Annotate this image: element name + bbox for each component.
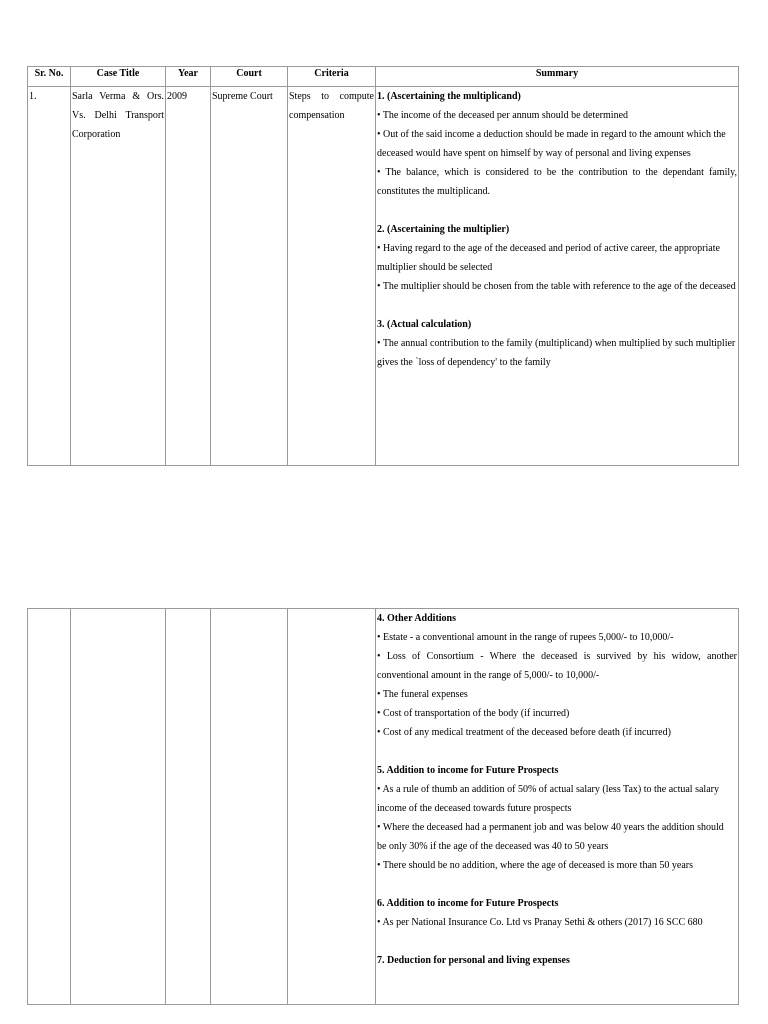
summary-line: • Having regard to the age of the deceased and period of active career, the appropriate xyxy=(377,243,720,254)
summary-heading: 6. Addition to income for Future Prospects xyxy=(377,898,559,909)
summary-heading: 7. Deduction for personal and living expenses xyxy=(377,955,570,966)
case-table-page-1 xyxy=(27,66,739,466)
year-cell-empty xyxy=(166,609,211,1005)
summary-spacer xyxy=(377,875,737,894)
summary-line: multiplier should be selected xyxy=(377,262,493,273)
criteria-cell: Steps to compute compensation xyxy=(288,87,376,466)
summary-line: • The funeral expenses xyxy=(377,689,468,700)
summary-line: • Cost of transportation of the body (if incurred) xyxy=(377,708,570,719)
court-cell-empty xyxy=(211,609,288,1005)
sr-no-cell-empty xyxy=(28,609,71,1005)
summary-line: • Estate - a conventional amount in the range of rupees 5,000/- to 10,000/- xyxy=(377,632,674,643)
summary-line: • Where the deceased had a permanent job and was below 40 years the addition should xyxy=(377,822,724,833)
summary-line: • Loss of Consortium - Where the deceased is survived by his widow, another conventional amount in the range of 5,000/- to 10,000/- xyxy=(377,651,737,681)
court-cell: Supreme Court xyxy=(211,87,288,466)
case-title-cell: Sarla Verma & Ors. Vs. Delhi Transport Corporation xyxy=(71,87,166,466)
summary-spacer xyxy=(377,742,737,761)
year-cell: 2009 xyxy=(166,87,211,466)
criteria-cell-empty xyxy=(288,609,376,1005)
summary-heading: 1. (Ascertaining the multiplicand) xyxy=(377,91,521,102)
header-row xyxy=(28,67,739,87)
summary-line: income of the deceased towards future prospects xyxy=(377,803,572,814)
summary-line: • There should be no addition, where the age of deceased is more than 50 years xyxy=(377,860,693,871)
header-court: Court xyxy=(211,67,288,87)
summary-heading: 3. (Actual calculation) xyxy=(377,319,472,330)
summary-line: • Out of the said income a deduction should be made in regard to the amount which the xyxy=(377,129,726,140)
summary-line: • The annual contribution to the family (multiplicand) when multiplied by such multiplier xyxy=(377,338,736,349)
case-title-cell-empty xyxy=(71,609,166,1005)
summary-line: gives the `loss of dependency' to the family xyxy=(377,357,551,368)
case-table-page-2 xyxy=(27,608,739,1005)
summary-line: • As per National Insurance Co. Ltd vs Pranay Sethi & others (2017) 16 SCC 680 xyxy=(377,917,703,928)
summary-line: be only 30% if the age of the deceased was 40 to 50 years xyxy=(377,841,609,852)
summary-cell xyxy=(376,87,739,466)
summary-heading: 5. Addition to income for Future Prospects xyxy=(377,765,559,776)
summary-spacer xyxy=(377,296,737,315)
header-summary: Summary xyxy=(376,67,739,87)
sr-no-cell: 1. xyxy=(28,87,71,466)
summary-heading: 2. (Ascertaining the multiplier) xyxy=(377,224,510,235)
table-row-continued xyxy=(28,609,739,1005)
summary-line: deceased would have spent on himself by way of personal and living expenses xyxy=(377,148,691,159)
header-case-title: Case Title xyxy=(71,67,166,87)
summary-line: • The income of the deceased per annum should be determined xyxy=(377,110,629,121)
header-year: Year xyxy=(166,67,211,87)
header-criteria: Criteria xyxy=(288,67,376,87)
summary-line: • The multiplier should be chosen from the table with reference to the age of the deceased xyxy=(377,281,736,292)
header-sr-no: Sr. No. xyxy=(28,67,71,87)
summary-spacer xyxy=(377,932,737,951)
summary-line: • As a rule of thumb an addition of 50% of actual salary (less Tax) to the actual salary xyxy=(377,784,719,795)
summary-line: • Cost of any medical treatment of the deceased before death (if incurred) xyxy=(377,727,671,738)
summary-cell-continued xyxy=(376,609,739,1005)
table-row xyxy=(28,87,739,466)
summary-line: • The balance, which is considered to be the contribution to the dependant family, constitutes the multiplicand. xyxy=(377,167,737,197)
summary-heading: 4. Other Additions xyxy=(377,613,456,624)
summary-spacer xyxy=(377,201,737,220)
